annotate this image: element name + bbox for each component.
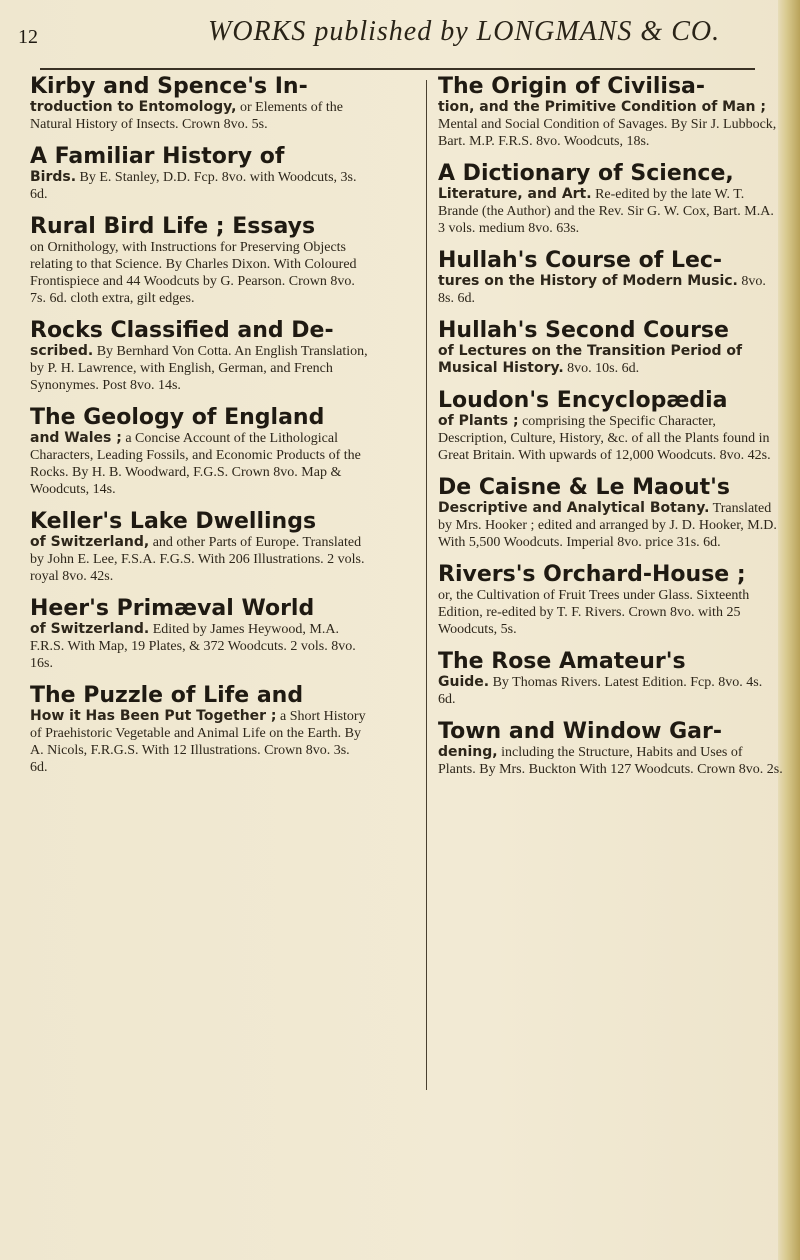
- catalogue-entry: [438, 720, 783, 778]
- entry-description: [30, 430, 370, 498]
- entry-description: [438, 744, 783, 778]
- entry-body: a Short History of Praehistoric Vegetable and Animal Life on the Earth. By A. Nicols, F.R.G.S. With 12 Illustrations. Crown 8vo. 3s. 6d.: [30, 709, 366, 775]
- entry-body: comprising the Specific Character, Description, Culture, History, &c. of all the Plants found in Great Britain. With upwards of 12,000 Woodcuts. 8vo. 42s.: [438, 414, 771, 463]
- entry-body: By E. Stanley, D.D. Fcp. 8vo. with Woodcuts, 3s. 6d.: [30, 170, 357, 202]
- entry-lead: and Wales ;: [30, 430, 122, 446]
- entry-title: Keller's Lake Dwellings: [30, 509, 317, 534]
- catalogue-entry: [438, 563, 783, 638]
- catalogue-entry: [438, 476, 783, 551]
- entry-title: Heer's Primæval World: [30, 596, 315, 621]
- entry-title: Town and Window Gar-: [438, 719, 722, 744]
- entry-title: Rivers's Orchard-House ;: [438, 562, 746, 587]
- entry-lead: Guide.: [438, 674, 490, 690]
- entry-description: [30, 621, 370, 672]
- left-column: [30, 75, 370, 788]
- entry-title: Loudon's Encyclopædia: [438, 388, 728, 413]
- catalogue-entry: [438, 249, 783, 307]
- entry-title: De Caisne & Le Maout's: [438, 475, 731, 500]
- entry-body: on Ornithology, with Instructions for Preserving Objects relating to that Science. By Charles Dixon. With Coloured Frontispiece and 44 Woodcuts by G. Pearson. Crown 8vo. 7s. 6d. cloth extra, gilt edges.: [30, 240, 357, 306]
- entry-lead: of Lectures on the Transition Period of Musical History.: [438, 343, 743, 376]
- entry-description: [30, 343, 370, 394]
- entry-description: [438, 674, 783, 708]
- entry-title: Kirby and Spence's In-: [30, 74, 308, 99]
- catalogue-entry: [30, 406, 370, 498]
- entry-body: By Thomas Rivers. Latest Edition. Fcp. 8vo. 4s. 6d.: [438, 675, 763, 707]
- catalogue-entry: [438, 319, 783, 377]
- entry-lead: troduction to Entomology,: [30, 99, 237, 115]
- entry-body: Translated by Mrs. Hooker ; edited and arranged by J. D. Hooker, M.D. With 5,500 Woodcuts. Imperial 8vo. price 31s. 6d.: [438, 501, 777, 550]
- entry-description: [30, 239, 370, 307]
- entry-title: A Familiar History of: [30, 144, 285, 169]
- catalogue-entry: [30, 597, 370, 672]
- entry-body: Re-edited by the late W. T. Brande (the Author) and the Rev. Sir G. W. Cox, Bart. M.A. 3 vols. medium 8vo. 63s.: [438, 187, 774, 236]
- catalogue-entry: [438, 650, 783, 708]
- entry-lead: scribed.: [30, 343, 94, 359]
- entry-title: The Rose Amateur's: [438, 649, 686, 674]
- catalogue-entry: [30, 215, 370, 307]
- catalogue-entry: [30, 319, 370, 394]
- page-header: [18, 8, 763, 68]
- column-divider: [426, 80, 427, 1090]
- entry-lead: Descriptive and Analytical Botany.: [438, 500, 710, 516]
- entry-body: a Concise Account of the Lithological Characters, Leading Fossils, and Economic Products of the Rocks. By H. B. Woodward, F.G.S. Crown 8vo. Map & Woodcuts, 14s.: [30, 431, 361, 497]
- right-column: [438, 75, 783, 790]
- entry-title: Rural Bird Life ; Essays: [30, 214, 316, 239]
- entry-description: [438, 343, 783, 377]
- catalogue-entry: [30, 510, 370, 585]
- entry-description: [438, 587, 783, 638]
- entry-lead: Literature, and Art.: [438, 186, 592, 202]
- catalogue-entry: [438, 389, 783, 464]
- entry-lead: of Switzerland,: [30, 534, 150, 550]
- entry-description: [30, 534, 370, 585]
- entry-lead: dening,: [438, 744, 498, 760]
- catalogue-entry: [438, 75, 783, 150]
- entry-body: including the Structure, Habits and Uses of Plants. By Mrs. Buckton With 127 Woodcuts. Crown 8vo. 2s.: [438, 745, 783, 777]
- entry-title: The Origin of Civilisa-: [438, 74, 706, 99]
- entry-body: By Bernhard Von Cotta. An English Translation, by P. H. Lawrence, with English, German, and French Synonymes. Post 8vo. 14s.: [30, 344, 368, 393]
- entry-title: The Puzzle of Life and: [30, 683, 304, 708]
- entry-title: The Geology of England: [30, 405, 325, 430]
- entry-description: [438, 500, 783, 551]
- entry-lead: tion, and the Primitive Condition of Man ;: [438, 99, 766, 115]
- entry-lead: Birds.: [30, 169, 77, 185]
- entry-body: and other Parts of Europe. Translated by John E. Lee, F.S.A. F.G.S. With 206 Illustrations. 2 vols. royal 8vo. 42s.: [30, 535, 365, 584]
- entry-description: [438, 413, 783, 464]
- entry-body: Edited by James Heywood, M.A. F.R.S. With Map, 19 Plates, & 372 Woodcuts. 2 vols. 8vo. 16s.: [30, 622, 356, 671]
- page-number: 12: [18, 26, 38, 48]
- entry-description: [30, 99, 370, 133]
- entry-lead: How it Has Been Put Together ;: [30, 708, 277, 724]
- entry-description: [438, 186, 783, 237]
- entry-body: or, the Cultivation of Fruit Trees under Glass. Sixteenth Edition, re-edited by T. F. Rivers. Crown 8vo. with 25 Woodcuts, 5s.: [438, 588, 750, 637]
- entry-lead: of Plants ;: [438, 413, 519, 429]
- header-rule: [40, 68, 755, 70]
- entry-description: [30, 169, 370, 203]
- entry-body: 8vo. 10s. 6d.: [567, 361, 640, 376]
- entry-description: [438, 99, 783, 150]
- entry-lead: of Switzerland.: [30, 621, 150, 637]
- catalogue-entry: [30, 684, 370, 776]
- entry-title: Hullah's Course of Lec-: [438, 248, 723, 273]
- entry-body: Mental and Social Condition of Savages. By Sir J. Lubbock, Bart. M.P. F.R.S. 8vo. Woodcuts, 18s.: [438, 117, 777, 149]
- catalogue-entry: [30, 145, 370, 203]
- entry-body: 8vo. 8s. 6d.: [438, 274, 766, 306]
- catalogue-entry: [30, 75, 370, 133]
- catalogue-entry: [438, 162, 783, 237]
- entry-title: A Dictionary of Science,: [438, 161, 734, 186]
- entry-title: Rocks Classified and De-: [30, 318, 334, 343]
- entry-title: Hullah's Second Course: [438, 318, 729, 343]
- entry-lead: tures on the History of Modern Music.: [438, 273, 738, 289]
- entry-description: [438, 273, 783, 307]
- running-head: WORKS published by LONGMANS & CO.: [208, 16, 721, 47]
- entry-body: or Elements of the Natural History of Insects. Crown 8vo. 5s.: [30, 100, 344, 132]
- entry-description: [30, 708, 370, 776]
